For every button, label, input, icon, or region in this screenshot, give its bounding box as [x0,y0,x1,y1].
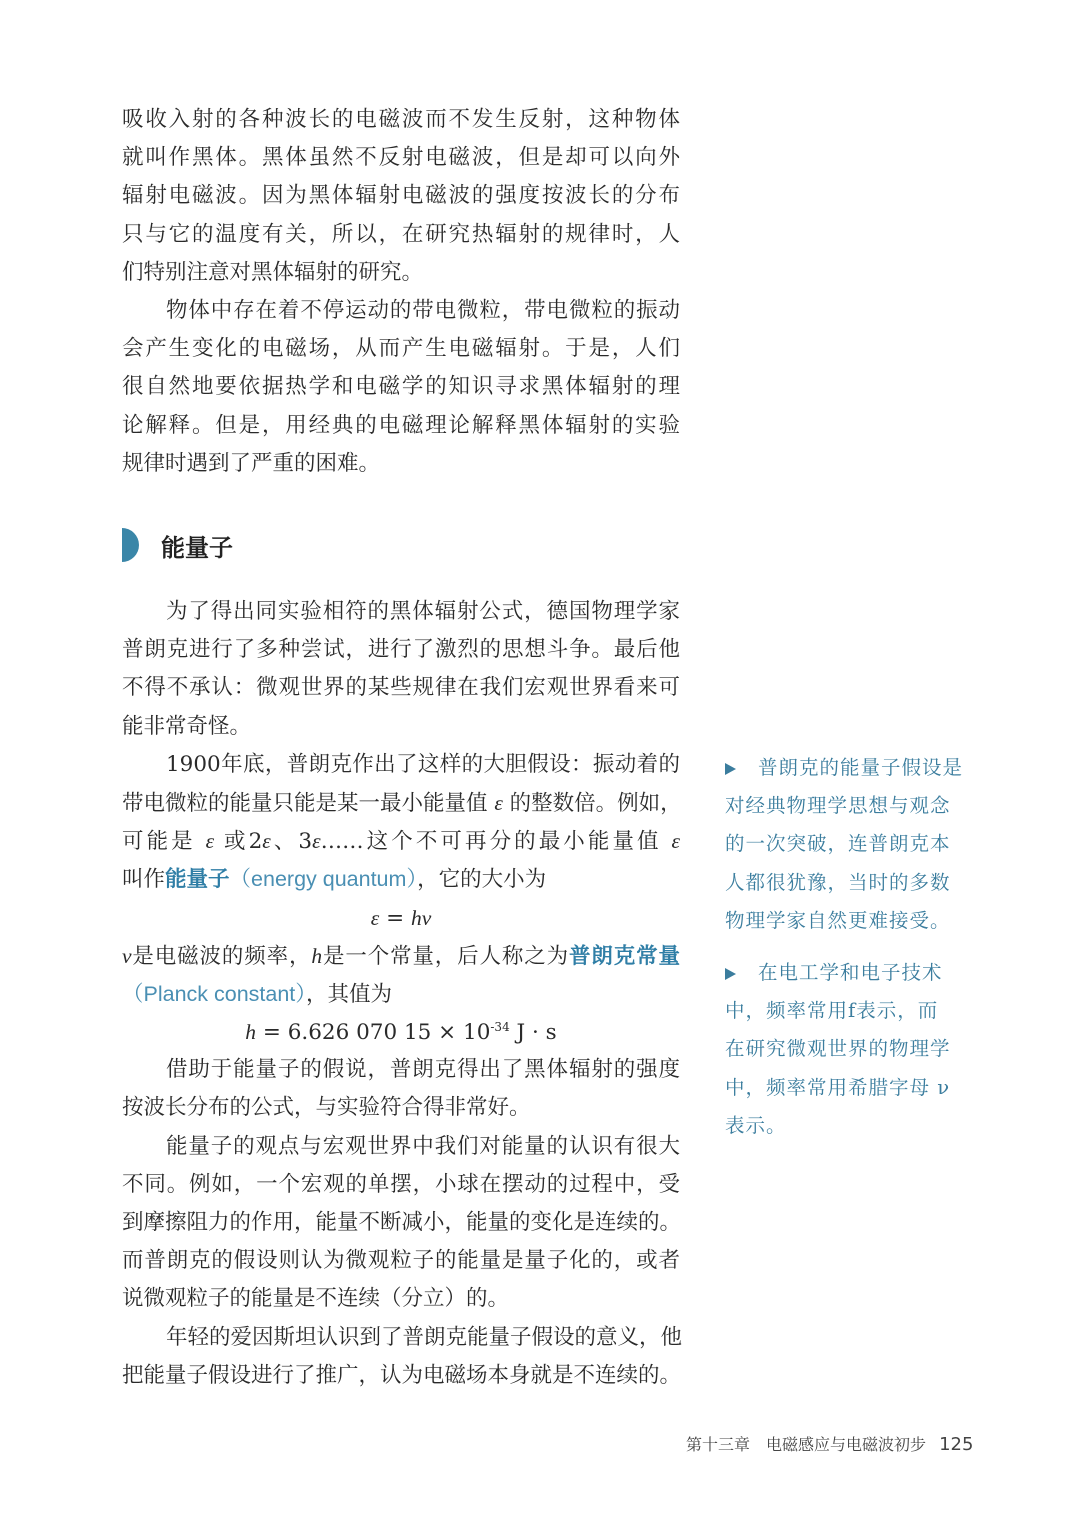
text-run: 是电磁波的频率， [131,943,312,969]
math-symbol: ε [370,905,380,930]
text-run: 们特别注意对黑体辐射的研究。 [122,259,424,285]
text-run: 规律时遇到了严重的困难。 [122,450,381,476]
side-note-line [725,749,975,787]
page-number: 125 [939,1434,974,1455]
math-symbol: h [311,943,323,968]
text-run: 而普朗克的假设则认为微观粒子的能量是量子化的，或者 [122,1248,680,1274]
math-symbol: ε [262,829,271,854]
text-line [122,101,680,139]
side-note-line [725,1030,975,1068]
text-run: 很自然地要依据热学和电磁学的知识寻求黑体辐射的理 [122,374,680,400]
formula [122,899,680,937]
text-run: 按波长分布的公式，与实验符合得非常好。 [122,1095,531,1121]
text-line [122,746,680,784]
text-line [122,1357,680,1395]
text-run: 不同。例如，一个宏观的单摆，小球在摆动的过程中，受 [122,1171,680,1197]
side-note-line [725,825,975,863]
text-run: 只与它的温度有关，所以，在研究热辐射的规律时，人 [122,221,680,247]
text-run: 吸收入射的各种波长的电磁波而不发生反射，这种物体 [122,107,680,132]
body-text-lower [122,593,683,1395]
text-line [122,216,680,254]
page-footer [686,1432,973,1455]
text-line [122,1204,680,1242]
text-line [122,1166,680,1204]
side-note-text: 人都很犹豫，当时的多数 [725,870,951,894]
text-line [122,669,680,707]
text-run: 论解释。但是，用经典的电磁理论解释黑体辐射的实验 [122,412,680,438]
text-line [122,1242,680,1280]
math-symbol: ε [312,829,321,854]
side-note-1 [725,749,975,940]
side-note-line [725,1107,975,1145]
text-run: ，其值为 [306,981,393,1007]
body-text-upper [122,101,680,483]
text-run: 的整数倍。例如， [502,790,682,816]
triangle-bullet-icon [725,968,736,980]
side-note-line [725,992,975,1030]
side-note-line [725,864,975,902]
text-run: 辐射电磁波。因为黑体辐射电磁波的强度按波长的分布 [122,183,680,209]
chapter-title: 第十三章 电磁感应与电磁波初步 [686,1435,927,1454]
english-term: （energy quantum） [229,867,418,892]
side-note-text: 对经典物理学思想与观念 [725,794,951,818]
side-note-text: 中，频率常用f表示，而 [725,999,939,1023]
side-note-line [725,1069,975,1107]
text-line [122,708,680,746]
text-run: 叫作 [122,867,166,893]
side-note-text: 的一次突破，连普朗克本 [725,832,951,856]
text-run: 会产生变化的电磁场，从而产生电磁辐射。于是，人们 [122,336,680,362]
text-run: 不得不承认：微观世界的某些规律在我们宏观世界看来可 [122,675,680,701]
math-symbol: ε [671,829,680,854]
side-note-text: 表示。 [725,1113,787,1137]
key-term: 普朗克常量 [569,943,680,969]
section-title: 能量子 [161,533,233,562]
text-line [122,1128,680,1166]
side-note-text: 物理学家自然更难接受。 [725,908,951,932]
text-line [122,445,680,483]
text-line [122,1319,683,1357]
text-line [122,254,680,292]
formula [122,1013,680,1051]
text-run: 为了得出同实验相符的黑体辐射公式，德国物理学家 [166,599,680,624]
section-marker-icon [122,528,139,562]
text-run: J · s [509,1020,557,1046]
text-run: = [379,905,411,931]
text-run: 说微观粒子的能量是不连续（分立）的。 [122,1286,510,1312]
math-symbol: ε [494,790,503,815]
math-symbol: ν [122,943,132,968]
text-run: 就叫作黑体。黑体虽然不反射电磁波，但是却可以向外 [122,145,680,171]
text-run: 带电微粒的能量只能是某一最小能量值 [122,790,495,816]
text-line [122,593,680,631]
text-run: ……这个不可再分的最小能量值 [320,829,672,855]
text-run: 1900年底，普朗克作出了这样的大胆假设：振动着的 [166,751,680,777]
text-line [122,1089,680,1127]
text-run: 普朗克进行了多种尝试，进行了激烈的思想斗争。最后他 [122,637,680,663]
text-line [122,860,680,898]
side-note-line [725,902,975,940]
text-run: 或2 [214,829,263,855]
text-run: 可能是 [122,829,206,855]
text-line [122,139,680,177]
text-line [122,292,680,330]
text-run: -34 [490,1019,510,1034]
key-term: 能量子 [165,867,230,893]
text-line [122,822,680,860]
side-note-text: 普朗克的能量子假设是 [758,756,964,779]
text-line [122,330,680,368]
text-run: 借助于能量子的假说，普朗克得出了黑体辐射的强度 [166,1057,680,1083]
math-symbol: hν [410,905,432,930]
text-line [122,631,680,669]
text-run: 、3 [270,829,313,855]
text-run: 年轻的爱因斯坦认识到了普朗克能量子假设的意义，他 [166,1324,683,1350]
side-note-text: 在电工学和电子技术 [758,961,943,984]
text-line [122,407,680,445]
text-line [122,975,680,1013]
side-note-line [725,954,975,992]
section-heading [122,527,233,563]
side-note-line [725,787,975,825]
text-line [122,1280,680,1318]
math-symbol: h [245,1020,257,1045]
text-run: 到摩擦阻力的作用，能量不断减小，能量的变化是连续的。 [122,1210,682,1235]
text-run: 物体中存在着不停运动的带电微粒，带电微粒的振动 [166,297,680,323]
text-run: = 6.626 070 15 × 10 [256,1020,491,1046]
side-note-2 [725,954,975,1145]
triangle-bullet-icon [725,763,736,775]
english-term: （Planck constant） [122,981,307,1006]
text-run: ，它的大小为 [417,867,547,893]
text-line [122,1051,680,1089]
math-symbol: ε [205,829,215,854]
text-line [122,368,680,406]
text-line [122,784,680,822]
text-line [122,937,680,975]
text-run: 是一个常量，后人称之为 [322,943,570,969]
side-note-text: 中，频率常用希腊字母 ν [725,1075,951,1099]
text-run: 能量子的观点与宏观世界中我们对能量的认识有很大 [166,1133,680,1159]
text-run: 能非常奇怪。 [122,713,252,739]
text-run: 把能量子假设进行了推广，认为电磁场本身就是不连续的。 [122,1362,682,1388]
text-line [122,177,680,215]
side-note-text: 在研究微观世界的物理学 [725,1037,951,1061]
